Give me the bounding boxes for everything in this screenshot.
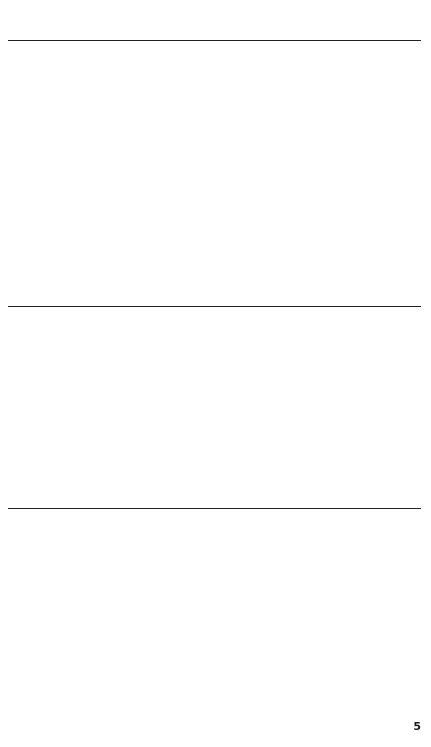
section-divider [8, 508, 421, 509]
section-divider [8, 40, 421, 41]
page-number: 5 [413, 720, 421, 733]
section-divider [8, 306, 421, 307]
